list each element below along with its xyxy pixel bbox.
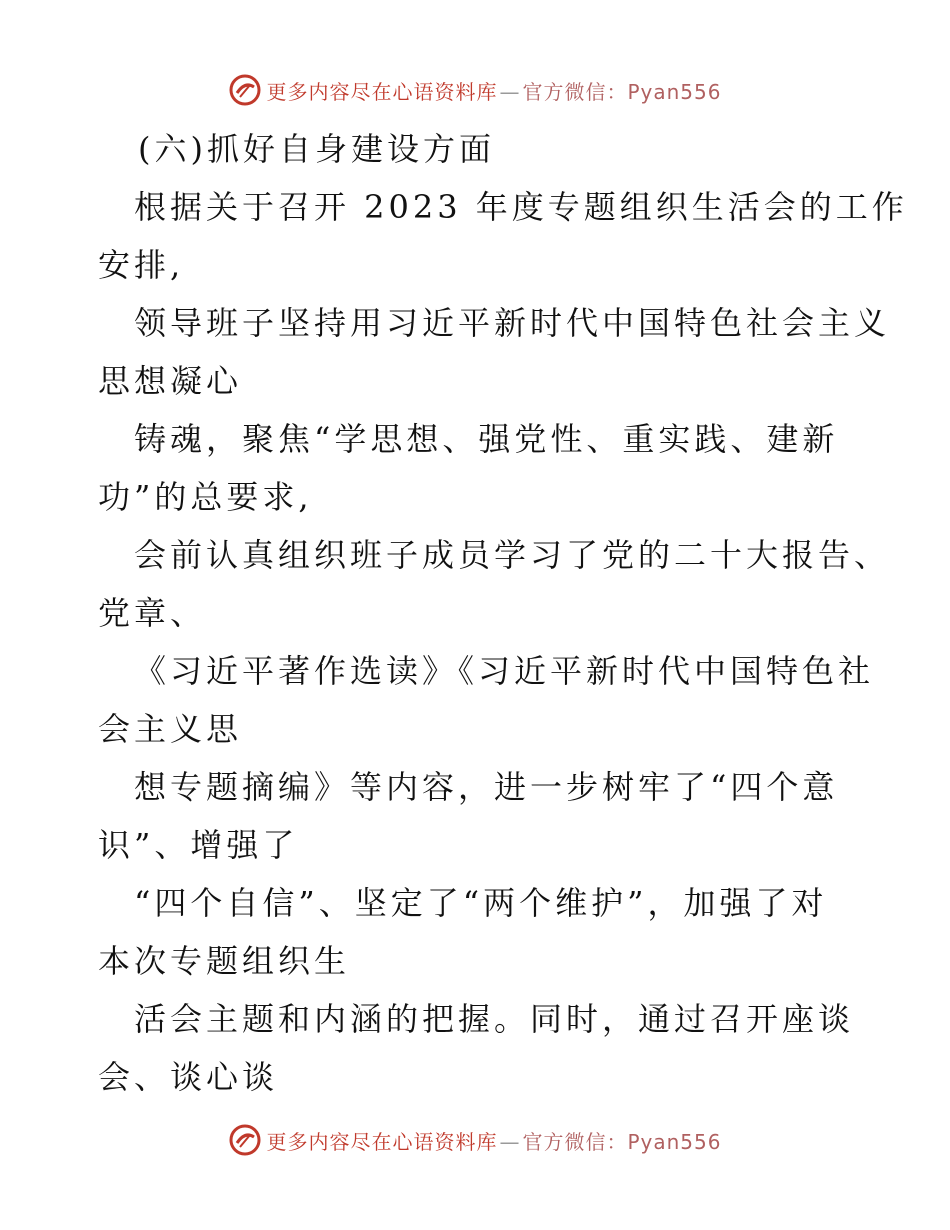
section-heading: (六)抓好自身建设方面 bbox=[138, 130, 495, 168]
watermark-separator: — bbox=[499, 79, 521, 104]
footer-watermark bbox=[0, 1120, 950, 1160]
paragraph-line: 识”、增强了 bbox=[98, 826, 299, 864]
paragraph-line: 铸魂，聚焦“学思想、强党性、重实践、建新 bbox=[134, 420, 839, 458]
watermark-contact: 官方微信：Pyan556 bbox=[522, 79, 722, 104]
paragraph-line: 思想凝心 bbox=[98, 362, 243, 400]
paragraph-line: 安排, bbox=[98, 246, 185, 284]
paragraph-line: “四个自信”、坚定了“两个维护”，加强了对 bbox=[134, 884, 828, 922]
watermark-brand: 更多内容尽在心语资料库 bbox=[266, 1129, 498, 1154]
paragraph-line: 党章、 bbox=[98, 594, 207, 632]
paragraph-line: 想专题摘编》等内容，进一步树牢了“四个意 bbox=[134, 768, 839, 806]
paragraph-line: 会、谈心谈 bbox=[98, 1058, 279, 1096]
header-watermark bbox=[0, 70, 950, 110]
watermark-contact: 官方微信：Pyan556 bbox=[522, 1129, 722, 1154]
paragraph-line: 会主义思 bbox=[98, 710, 243, 748]
brand-logo-icon bbox=[228, 1123, 262, 1157]
paragraph-line: 活会主题和内涵的把握。同时，通过召开座谈 bbox=[134, 1000, 855, 1038]
paragraph-line: 功”的总要求, bbox=[98, 478, 313, 516]
paragraph-line: 根据关于召开 2023 年度专题组织生活会的工作 bbox=[134, 188, 908, 226]
watermark-separator: — bbox=[499, 1129, 521, 1154]
paragraph-line: 《习近平著作选读》《习近平新时代中国特色社 bbox=[134, 652, 875, 690]
watermark-text bbox=[266, 1126, 721, 1155]
watermark-brand: 更多内容尽在心语资料库 bbox=[266, 79, 498, 104]
document-body bbox=[98, 120, 908, 1106]
paragraph-line: 领导班子坚持用习近平新时代中国特色社会主义 bbox=[134, 304, 891, 342]
paragraph-line: 本次专题组织生 bbox=[98, 942, 351, 980]
paragraph-line: 会前认真组织班子成员学习了党的二十大报告、 bbox=[134, 536, 891, 574]
watermark-text bbox=[266, 76, 721, 105]
brand-logo-icon bbox=[228, 73, 262, 107]
